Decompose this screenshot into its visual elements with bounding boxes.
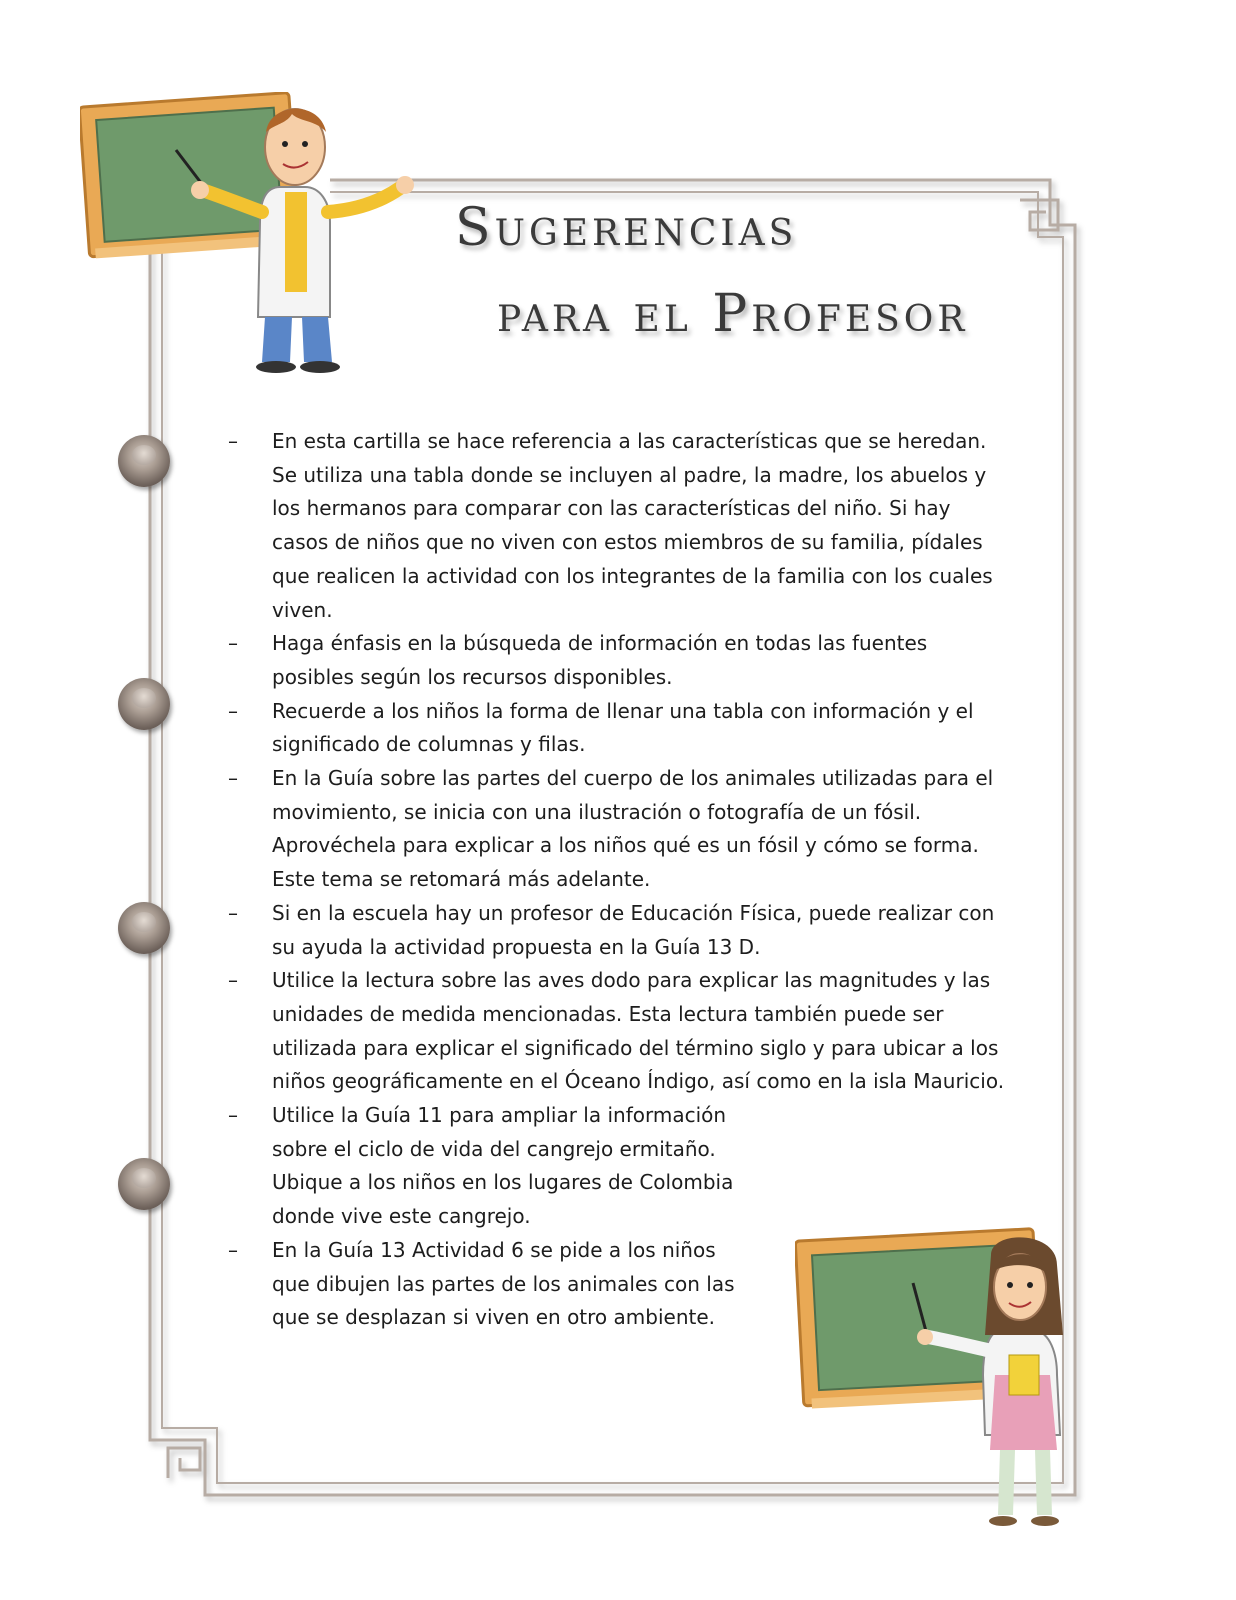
list-item (228, 964, 1008, 1099)
binder-ring-icon (118, 1158, 170, 1210)
bullet-dash: – (228, 900, 238, 925)
bullet-dash: – (228, 766, 238, 791)
list-item-text: Utilice la lectura sobre las aves dodo para explicar las magnitudes y las unidades de medida mencionadas. Esta lectura también puede ser utilizada para explicar el significado del término siglo y para ubicar a los niños geográficamente en el Óceano Índigo, así como en la isla Mauricio. (272, 968, 1005, 1094)
bullet-dash: – (228, 698, 238, 723)
list-item-text: En esta cartilla se hace referencia a las características que se heredan. Se utiliza una tabla donde se incluyen al padre, la madre, los abuelos y los hermanos para comparar con las características del niño. Si hay casos de niños que no viven con estos miembros de su familia, pídales que realicen la actividad con los integrantes de la familia con los cuales viven. (272, 429, 993, 622)
list-item (228, 627, 1008, 694)
list-item-text: En la Guía 13 Actividad 6 se pide a los niños que dibujen las partes de los animales con las que se desplazan si viven en otro ambiente. (272, 1237, 735, 1330)
bullet-dash: – (228, 631, 238, 656)
list-item-text: Si en la escuela hay un profesor de Educación Física, puede realizar con su ayuda la actividad propuesta en la Guía 13 D. (272, 900, 995, 959)
bullet-dash: – (228, 1103, 238, 1128)
list-item (228, 1099, 1008, 1234)
list-item-text: Utilice la Guía 11 para ampliar la información sobre el ciclo de vida del cangrejo ermitaño. Ubique a los niños en los lugares de Colombia donde vive este cangrejo. (272, 1103, 734, 1229)
bullet-dash: – (228, 429, 238, 453)
bullet-dash: – (228, 968, 238, 993)
list-item-text: Recuerde a los niños la forma de llenar una tabla con información y el significado de columnas y filas. (272, 698, 974, 757)
page-title-line-1: Sugerencias (455, 198, 798, 258)
suggestions-list (228, 425, 1008, 1335)
list-item (228, 695, 1008, 762)
list-item (228, 425, 1008, 627)
binder-ring-icon (118, 902, 170, 954)
list-item-text: En la Guía sobre las partes del cuerpo de los animales utilizadas para el movimiento, se inicia con una ilustración o fotografía de un fósil. Aprovéchela para explicar a los niños qué es un fósil y cómo se forma. Este tema se retomará más adelante. (272, 766, 994, 892)
list-item (228, 762, 1008, 897)
binder-ring-icon (118, 678, 170, 730)
list-item-text: Haga énfasis en la búsqueda de información en todas las fuentes posibles según los recursos disponibles. (272, 631, 928, 689)
male-teacher-illustration (80, 92, 430, 392)
binder-ring-icon (118, 435, 170, 487)
list-item (228, 1234, 1008, 1335)
page-title-line-2: para el Profesor (497, 284, 969, 344)
list-item (228, 897, 1008, 964)
bullet-dash: – (228, 1237, 238, 1262)
